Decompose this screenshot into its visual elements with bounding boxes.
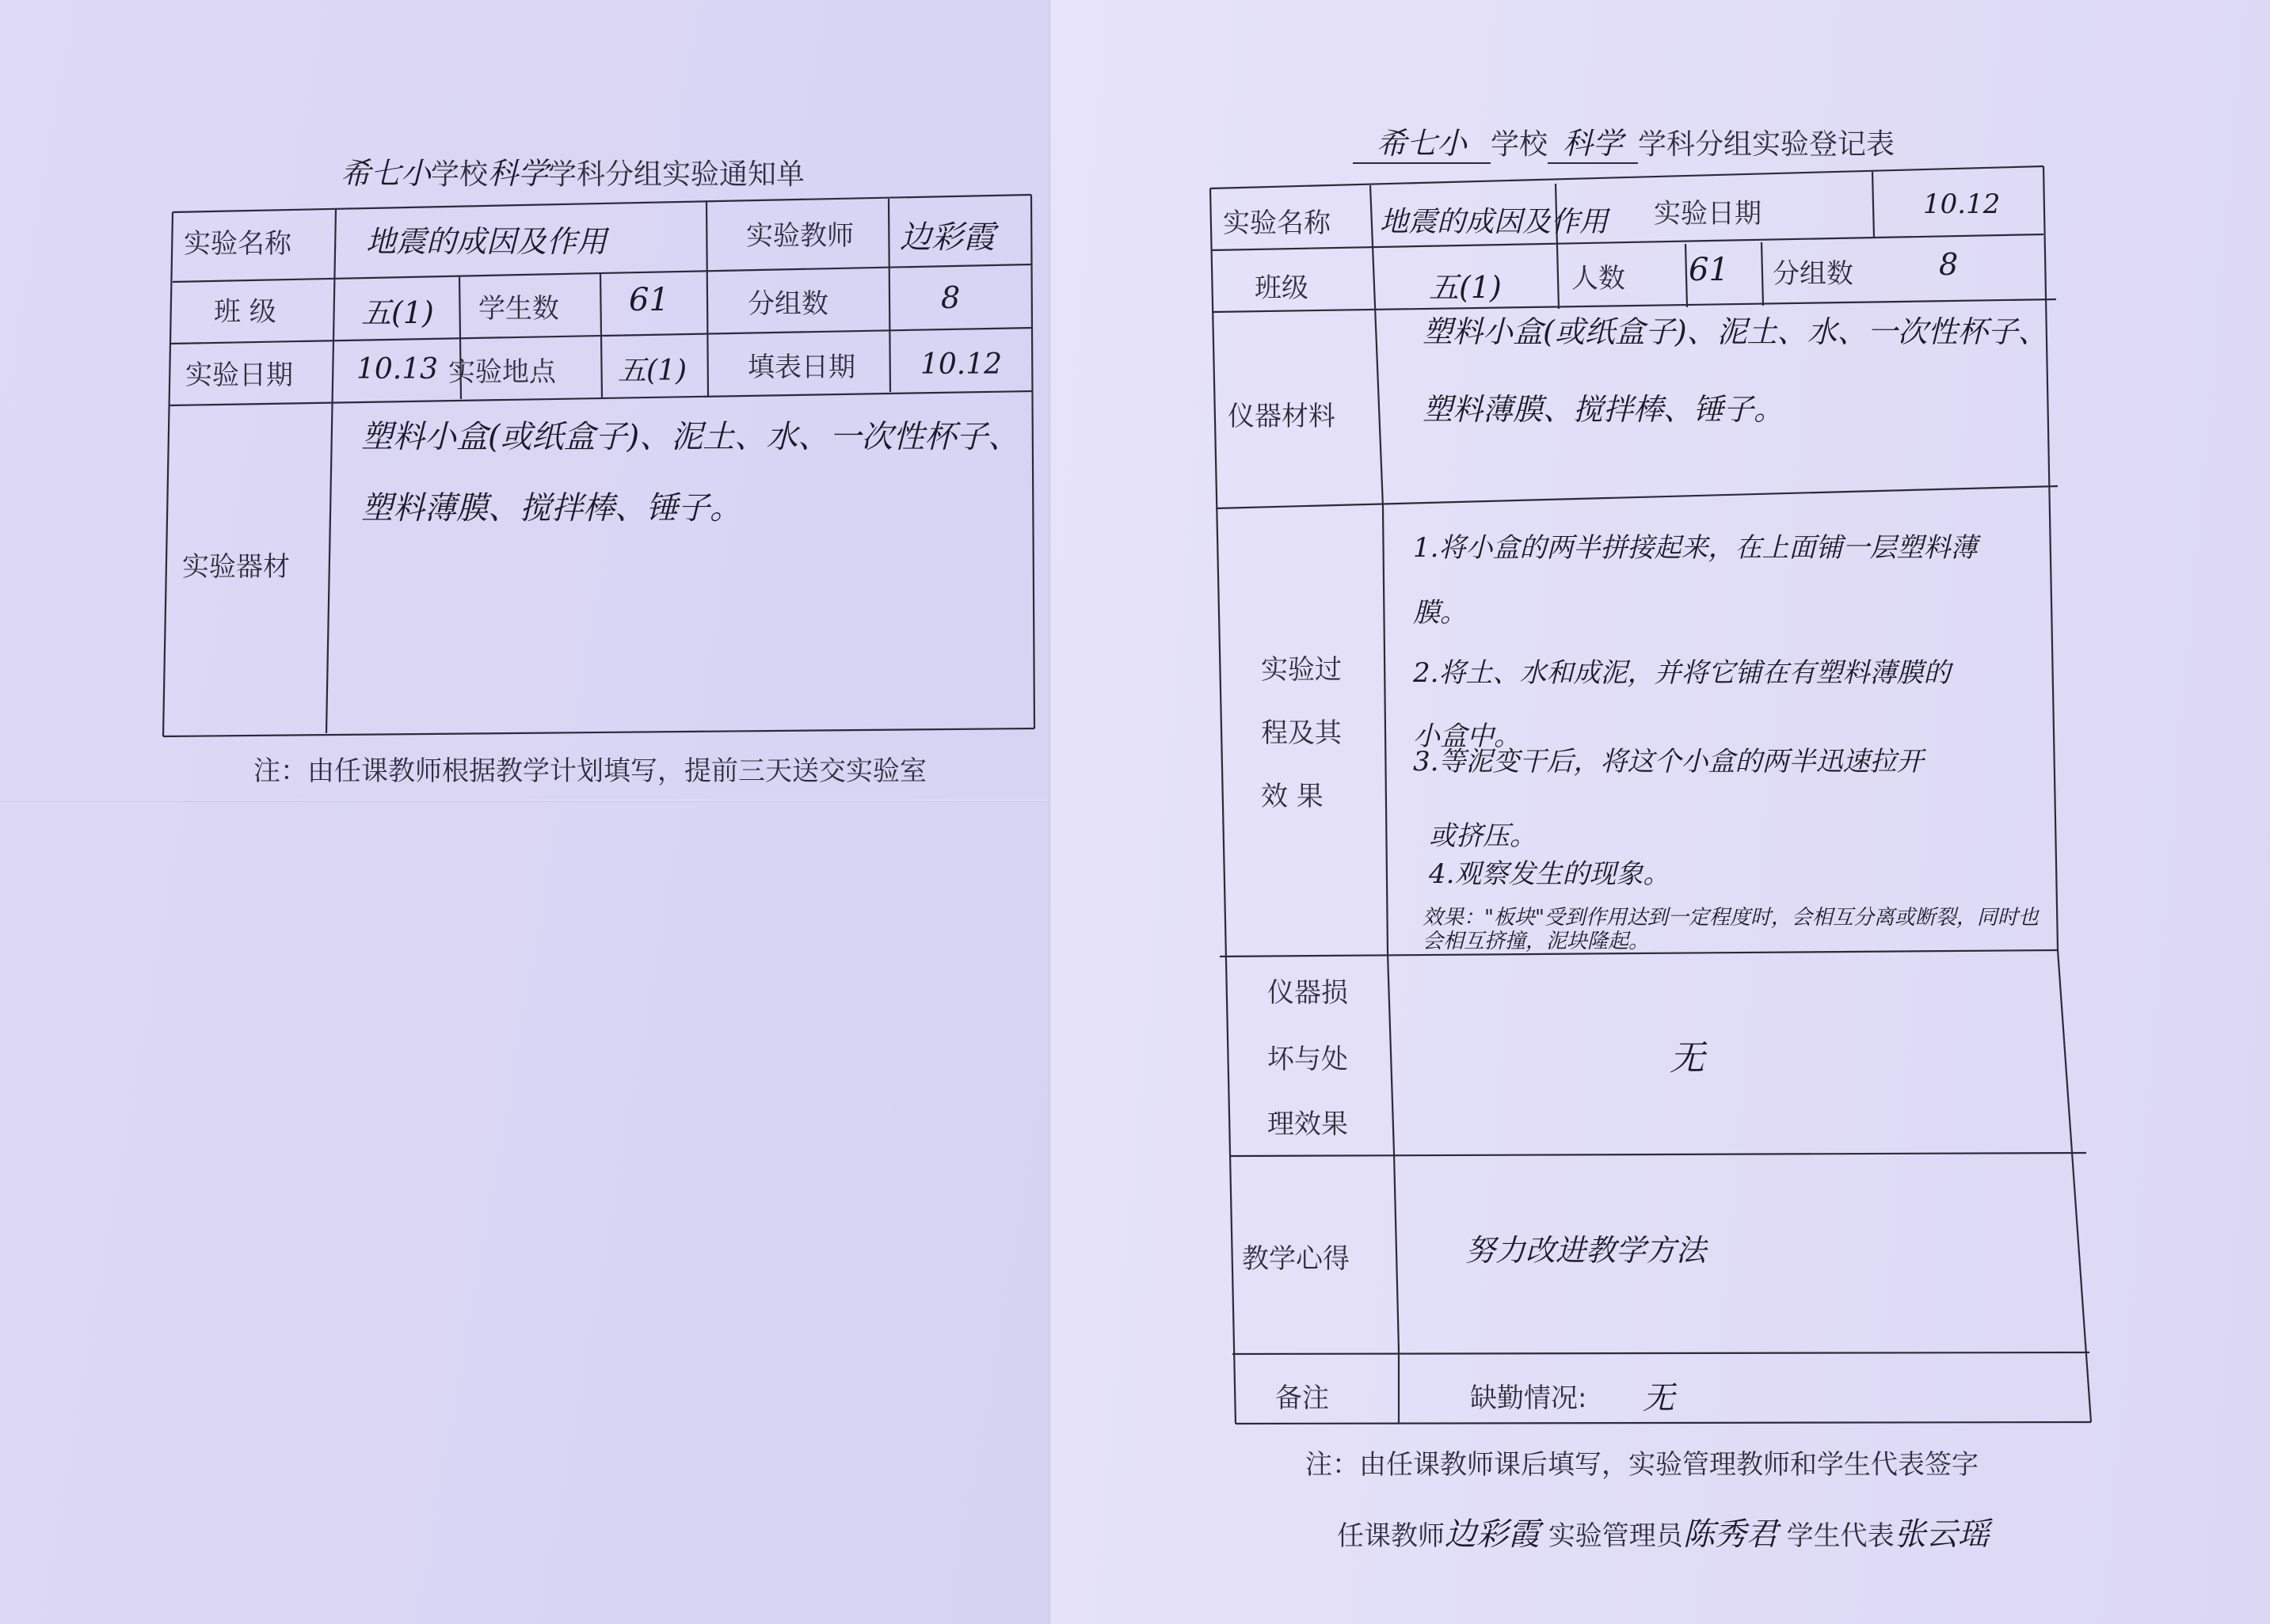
notice-value-experiment-name: 地震的成因及作用 bbox=[366, 224, 607, 259]
notice-value-equipment-line1: 塑料小盒(或纸盒子)、泥土、水、一次性杯子、 bbox=[361, 419, 1020, 455]
register-value-damage: 无 bbox=[1670, 1038, 1704, 1078]
register-label-process-1: 实验过 bbox=[1261, 654, 1342, 686]
notice-label-experiment-name: 实验名称 bbox=[184, 228, 291, 260]
register-step-line-6: 或挤压。 bbox=[1429, 820, 1537, 852]
register-value-absence: 无 bbox=[1643, 1380, 1674, 1417]
notice-label-date: 实验日期 bbox=[185, 359, 293, 391]
notice-footnote: 注：由任课教师根据教学计划填写，提前三天送交实验室 bbox=[253, 755, 927, 787]
register-value-date: 10.12 bbox=[1923, 188, 2001, 220]
register-page bbox=[1052, 0, 2270, 1624]
register-school-suffix: 学校 bbox=[1491, 128, 1548, 161]
paper-crease bbox=[0, 800, 1052, 802]
notice-label-students: 学生数 bbox=[478, 293, 559, 325]
notice-value-groups: 8 bbox=[941, 280, 961, 315]
notice-page bbox=[0, 0, 1052, 1624]
register-label-reflection: 教学心得 bbox=[1242, 1243, 1350, 1275]
register-value-reflection: 努力改进教学方法 bbox=[1465, 1233, 1707, 1268]
register-label-experiment-name: 实验名称 bbox=[1223, 207, 1331, 239]
register-label-groups: 分组数 bbox=[1773, 258, 1853, 290]
register-subject: 科学 bbox=[1548, 119, 1638, 164]
notice-label-teacher: 实验教师 bbox=[746, 220, 854, 252]
register-footnote: 注：由任课教师课后填写，实验管理教师和学生代表签字 bbox=[1305, 1449, 1979, 1481]
register-step-line-7: 4.观察发生的现象。 bbox=[1429, 858, 1670, 890]
signature-student-label: 学生代表 bbox=[1786, 1520, 1895, 1552]
register-step-line-5: 3.等泥变干后，将这个小盒的两半迅速拉开 bbox=[1413, 746, 1924, 778]
notice-label-fill-date: 填表日期 bbox=[748, 352, 855, 383]
register-label-damage-2: 坏与处 bbox=[1267, 1044, 1348, 1075]
notice-school-suffix: 学校 bbox=[431, 158, 489, 191]
register-label-class: 班级 bbox=[1255, 272, 1308, 304]
register-value-groups: 8 bbox=[1939, 247, 1959, 282]
register-value-people: 61 bbox=[1689, 252, 1729, 288]
register-step-line-4: 小盒中。 bbox=[1413, 721, 1521, 752]
register-title-suffix: 学科分组实验登记表 bbox=[1638, 128, 1895, 161]
signature-teacher-name: 边彩霞 bbox=[1445, 1516, 1540, 1553]
register-label-date: 实验日期 bbox=[1654, 198, 1762, 230]
notice-subject: 科学 bbox=[488, 156, 549, 191]
signature-teacher-label: 任课教师 bbox=[1337, 1520, 1445, 1552]
notice-label-equipment: 实验器材 bbox=[182, 551, 290, 583]
register-label-process-2: 程及其 bbox=[1261, 717, 1342, 749]
register-value-class: 五(1) bbox=[1429, 270, 1502, 305]
notice-title-suffix: 学科分组实验通知单 bbox=[548, 158, 806, 191]
register-step-line-2: 膜。 bbox=[1413, 597, 1467, 629]
notice-value-class: 五(1) bbox=[361, 295, 434, 330]
signature-admin-name: 陈秀君 bbox=[1682, 1516, 1778, 1553]
signature-student-name: 张云瑶 bbox=[1894, 1516, 1990, 1553]
notice-value-fill-date: 10.12 bbox=[920, 348, 1003, 381]
notice-value-date: 10.13 bbox=[356, 353, 439, 386]
notice-label-class: 班 级 bbox=[214, 296, 276, 328]
notice-label-groups: 分组数 bbox=[748, 288, 828, 320]
register-label-materials: 仪器材料 bbox=[1228, 401, 1335, 432]
signature-admin-label: 实验管理员 bbox=[1548, 1520, 1683, 1552]
register-effect: 效果："板块"受到作用达到一定程度时，会相互分离或断裂，同时也会相互挤撞，泥块隆起。 bbox=[1423, 906, 2039, 953]
notice-value-students: 61 bbox=[629, 282, 669, 318]
register-step-line-3: 2.将土、水和成泥，并将它铺在有塑料薄膜的 bbox=[1413, 657, 1951, 689]
register-label-absence: 缺勤情况: bbox=[1470, 1382, 1587, 1414]
register-label-process-3: 效 果 bbox=[1261, 781, 1324, 812]
register-label-damage-1: 仪器损 bbox=[1267, 977, 1348, 1009]
notice-value-equipment-line2: 塑料薄膜、搅拌棒、锤子。 bbox=[361, 490, 741, 527]
register-label-damage-3: 理效果 bbox=[1267, 1109, 1348, 1140]
notice-value-teacher: 边彩霞 bbox=[900, 219, 995, 256]
register-value-materials-line1: 塑料小盒(或纸盒子)、泥土、水、一次性杯子、 bbox=[1423, 314, 2048, 349]
notice-value-location: 五(1) bbox=[618, 355, 687, 387]
notice-label-location: 实验地点 bbox=[448, 356, 556, 388]
register-value-materials-line2: 塑料薄膜、搅拌棒、锤子。 bbox=[1423, 392, 1784, 427]
register-signatures bbox=[1337, 1509, 1990, 1554]
register-label-people: 人数 bbox=[1571, 263, 1625, 295]
register-label-remarks: 备注 bbox=[1275, 1382, 1329, 1414]
register-school-name: 希七小 bbox=[1353, 119, 1491, 164]
register-value-experiment-name: 地震的成因及作用 bbox=[1380, 206, 1609, 238]
notice-school-name: 希七小 bbox=[341, 156, 432, 191]
register-step-line-1: 1.将小盒的两半拼接起来，在上面铺一层塑料薄 bbox=[1413, 532, 1978, 564]
